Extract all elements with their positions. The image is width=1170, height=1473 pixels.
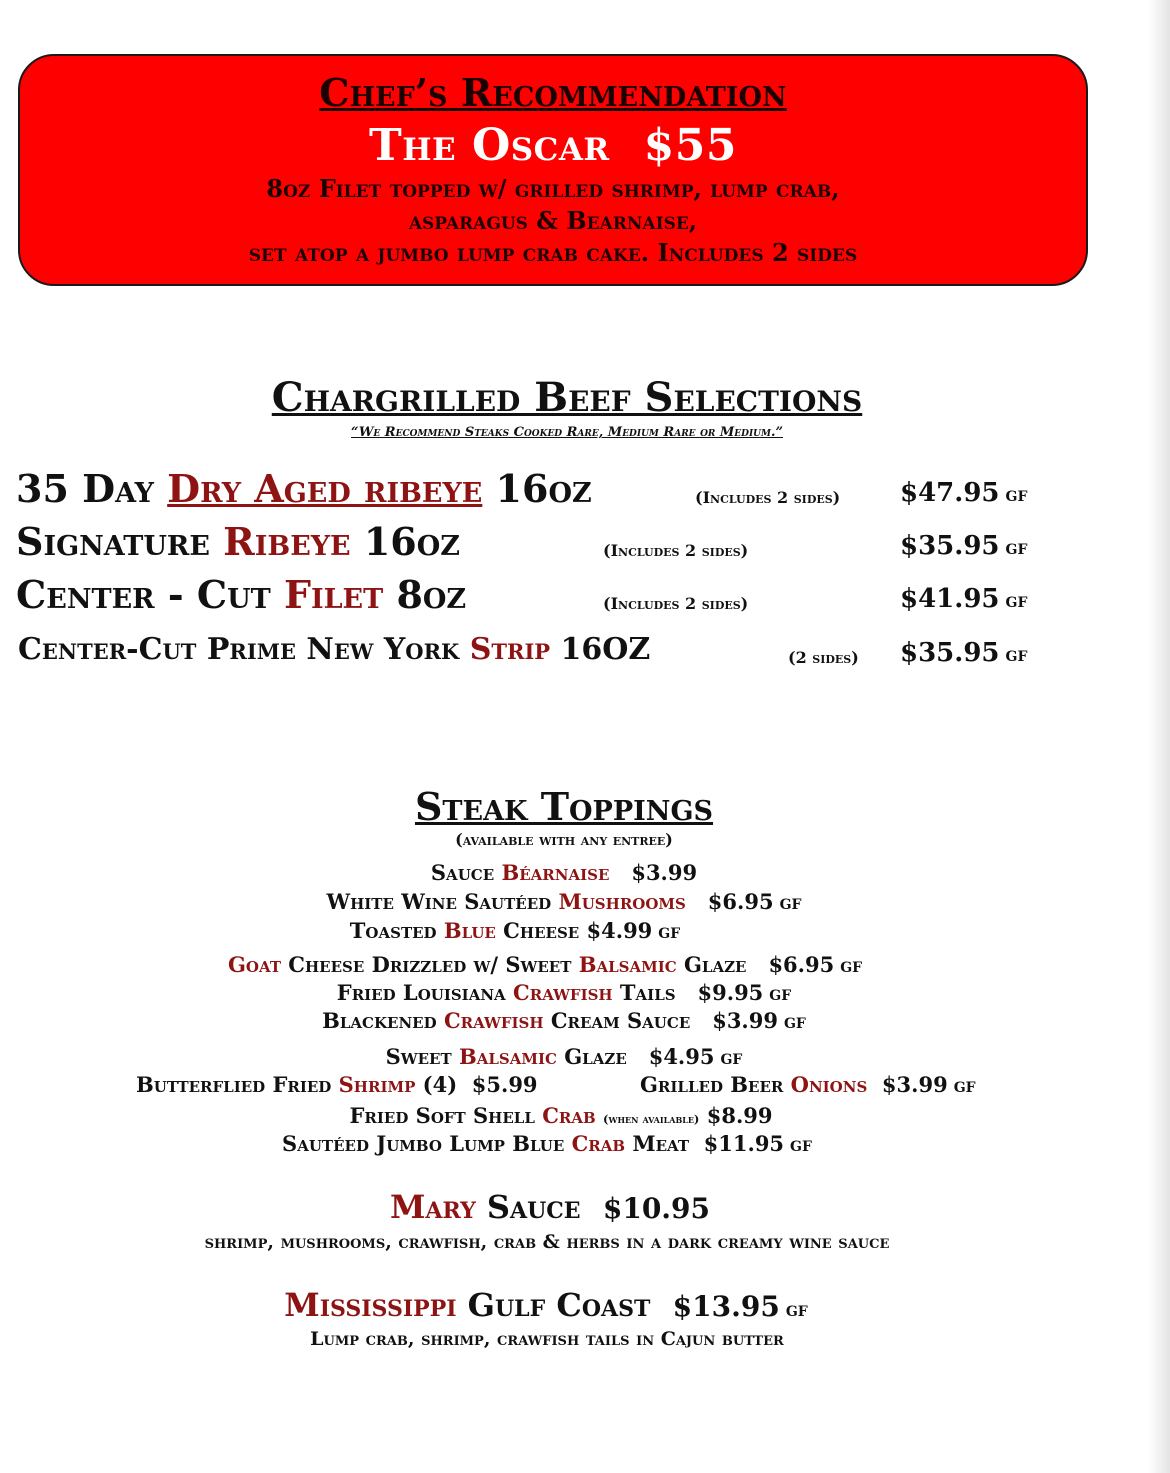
topping-price: $3.99: [881, 1072, 948, 1097]
gf-badge: GF: [1005, 649, 1028, 665]
gf-badge: GF: [1005, 489, 1028, 505]
topping-highlight: Goat: [228, 952, 281, 977]
topping-item: [640, 1072, 976, 1097]
beef-item-prefix: Signature: [16, 519, 224, 564]
topping-price: $4.99: [586, 918, 653, 943]
topping-highlight: Balsamic: [578, 952, 677, 977]
topping-text: Cream Sauce: [543, 1008, 691, 1033]
topping-text: Fried Soft Shell: [349, 1103, 543, 1128]
topping-text: Sweet: [385, 1044, 459, 1069]
topping-item: [0, 860, 1128, 885]
beef-item-prefix: 35 Day: [16, 466, 168, 511]
beef-item-highlight: Ribeye: [223, 519, 351, 564]
chef-dish-price: $55: [643, 120, 738, 171]
chef-dish-description-2: asparagus & Bearnaise,: [408, 206, 698, 235]
beef-item-price: [900, 478, 1027, 508]
topping-text: Sauce: [430, 860, 502, 885]
topping-item: [0, 1044, 1128, 1069]
topping-highlight: Crawfish: [513, 980, 613, 1005]
chef-recommendation-title: Chef’s Recommendation: [319, 70, 787, 115]
topping-text: White Wine Sautéed: [326, 889, 559, 914]
mary-sauce-description: shrimp, mushrooms, crawfish, crab & herbs in a dark creamy wine sauce: [204, 1231, 890, 1253]
price: $41.95: [900, 584, 1000, 614]
beef-item-name: [16, 466, 592, 511]
topping-note: (when available): [603, 1112, 700, 1126]
topping-price: $8.99: [706, 1103, 773, 1128]
topping-highlight: Béarnaise: [501, 860, 610, 885]
beef-item-prefix: Center - Cut: [16, 572, 284, 617]
topping-highlight: Crawfish: [443, 1008, 544, 1033]
beef-item-prefix: Center-Cut Prime New York: [18, 632, 470, 667]
beef-item-price: [900, 584, 1027, 614]
topping-price: $5.99: [471, 1072, 538, 1097]
toppings-availability-note: (available with any entree): [455, 830, 673, 849]
gf-badge: GF: [1005, 542, 1028, 558]
topping-item: [0, 889, 1128, 914]
topping-price: $3.99: [712, 1008, 778, 1033]
beef-item-name: [18, 632, 650, 667]
mary-sauce-highlight: Mary: [389, 1188, 476, 1226]
beef-item-price: [900, 638, 1027, 668]
topping-item: [228, 952, 862, 977]
topping-text: Butterflied Fried: [136, 1072, 339, 1097]
price: $47.95: [900, 478, 1000, 508]
topping-price: $6.95: [768, 952, 835, 977]
price: $35.95: [900, 638, 1000, 668]
beef-item-sides: (2 sides): [788, 648, 859, 667]
topping-highlight: Crab: [571, 1131, 626, 1156]
beef-item-sides: (Includes 2 sides): [603, 541, 749, 560]
topping-text: Tails: [612, 980, 676, 1005]
topping-highlight: Shrimp: [338, 1072, 416, 1097]
gf-badge: GF: [785, 1304, 808, 1320]
topping-text: Blackened: [322, 1008, 444, 1033]
topping-price: $3.99: [631, 860, 698, 885]
chef-dish-line: [20, 120, 1086, 171]
topping-price: $4.95: [648, 1044, 715, 1069]
beef-item-highlight: Strip: [469, 632, 551, 667]
page-edge-shadow: [1148, 0, 1170, 1473]
mary-sauce-price: $10.95: [602, 1192, 711, 1225]
topping-text: Cheese Drizzled w/ Sweet: [280, 952, 579, 977]
gulf-coast-name: Gulf Coast: [456, 1286, 651, 1324]
topping-item: [0, 980, 1128, 1005]
chef-recommendation-box: [18, 54, 1088, 286]
topping-item: [0, 1131, 1094, 1156]
gf-badge: GF: [953, 1080, 976, 1096]
beef-item-highlight: Filet: [283, 572, 384, 617]
gf-badge: GF: [658, 926, 681, 942]
topping-price: $6.95: [707, 889, 774, 914]
topping-text: (4): [415, 1072, 458, 1097]
gf-badge: GF: [720, 1052, 743, 1068]
beef-item-size: 8oz: [383, 572, 467, 617]
gulf-coast-price: $13.95: [672, 1290, 780, 1323]
chef-dish-name: The Oscar: [368, 120, 610, 171]
topping-highlight: Balsamic: [458, 1044, 557, 1069]
topping-text: Grilled Beer: [640, 1072, 791, 1097]
topping-text: Glaze: [676, 952, 747, 977]
gulf-coast-description: Lump crab, shrimp, crawfish tails in Cajun butter: [310, 1328, 784, 1350]
topping-text: Meat: [625, 1131, 690, 1156]
topping-highlight: Mushrooms: [558, 889, 686, 914]
mary-sauce-name: Sauce: [475, 1188, 581, 1226]
beef-cooking-note: “We Recommend Steaks Cooked Rare, Medium Rare or Medium.”: [350, 425, 783, 440]
topping-text: Sautéed Jumbo Lump Blue: [282, 1131, 572, 1156]
beef-item-sides: (Includes 2 sides): [695, 488, 841, 507]
topping-highlight: Blue: [443, 918, 496, 943]
gf-badge: GF: [783, 1016, 806, 1032]
topping-item: [136, 1072, 538, 1097]
topping-price: $9.95: [697, 980, 764, 1005]
topping-item: [0, 1008, 1128, 1033]
beef-section-heading: Chargrilled Beef Selections: [271, 374, 863, 421]
topping-item: [0, 918, 1030, 943]
beef-item-sides: (Includes 2 sides): [603, 594, 749, 613]
gf-badge: GF: [790, 1139, 812, 1155]
gf-badge: GF: [779, 897, 802, 913]
toppings-section-heading: Steak Toppings: [414, 784, 714, 829]
topping-text: Glaze: [556, 1044, 627, 1069]
topping-text: Fried Louisiana: [336, 980, 514, 1005]
gulf-coast-title: [0, 1286, 1092, 1324]
beef-item-name: [16, 572, 466, 617]
mary-sauce-title: [0, 1188, 1100, 1226]
beef-item-size: 16oz: [350, 519, 460, 564]
beef-item-size: 16OZ: [550, 632, 651, 667]
gf-badge: GF: [769, 988, 792, 1004]
topping-item: [0, 1103, 1122, 1128]
beef-item-highlight: Dry Aged ribeye: [167, 466, 483, 511]
topping-text: Toasted: [349, 918, 444, 943]
beef-item-name: [16, 519, 460, 564]
topping-text: Cheese: [495, 918, 580, 943]
topping-price: $11.95: [703, 1131, 785, 1156]
chef-dish-description-3: set atop a jumbo lump crab cake. Includes 2 sides: [248, 238, 858, 267]
beef-item-price: [900, 531, 1027, 561]
chef-dish-description-1: 8oz Filet topped w/ grilled shrimp, lump crab,: [266, 174, 840, 203]
beef-item-size: 16oz: [482, 466, 592, 511]
gulf-coast-highlight: Mississippi: [284, 1286, 457, 1324]
topping-highlight: Onions: [790, 1072, 868, 1097]
gf-badge: GF: [840, 960, 863, 976]
gf-badge: GF: [1005, 595, 1028, 611]
topping-highlight: Crab: [542, 1103, 596, 1128]
price: $35.95: [900, 531, 1000, 561]
